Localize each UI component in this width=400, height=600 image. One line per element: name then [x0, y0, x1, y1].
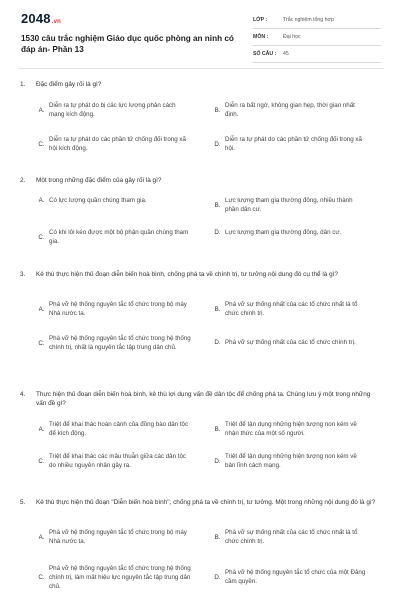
option-text: Phá vỡ sự thống nhất của các tổ chức nhất là tổ chức chính trị. [225, 529, 358, 545]
option-letter: B. [214, 533, 221, 541]
meta-value: 45 [283, 51, 289, 57]
meta-value: Trắc nghiệm tổng hợp [283, 17, 334, 23]
option-letter: D. [214, 140, 221, 148]
option-text: Diễn ra bất ngờ, không gian hẹp, thời gian nhất định. [225, 102, 355, 118]
option-text: Có lực lượng quần chúng tham gia. [49, 197, 147, 204]
option-b[interactable] [210, 196, 367, 214]
question-4 [20, 390, 382, 469]
meta-row-count [253, 46, 381, 63]
option-b[interactable] [210, 101, 367, 119]
option-a[interactable] [34, 300, 191, 318]
option-letter: B. [214, 305, 221, 313]
meta-key: MÔN : [253, 34, 269, 40]
question-header [20, 270, 382, 279]
option-b[interactable] [210, 528, 367, 546]
meta-row-class [253, 12, 381, 29]
option-text: Lực lượng tham gia thường đông, dân cư. [225, 229, 342, 236]
option-letter: B. [214, 425, 221, 433]
question-number: 1. [20, 81, 26, 88]
option-letter: A. [38, 106, 45, 114]
option-letter: A. [38, 197, 45, 204]
option-text: Triệt để khai thác các mâu thuẫn giữa các dân tộc do nhiều nguyên nhân gây ra. [49, 453, 187, 469]
option-text: Diễn ra tự phát do các phần tử chống đối trong xã hội. [225, 136, 362, 152]
option-c[interactable] [34, 334, 191, 352]
option-letter: B. [214, 201, 221, 209]
option-c[interactable] [34, 228, 191, 246]
option-b[interactable] [210, 300, 367, 318]
option-text: Phá vỡ hệ thống nguyên tắc tổ chức của một Đảng cầm quyền. [225, 569, 366, 585]
option-d[interactable] [210, 452, 367, 470]
option-letter: A. [38, 533, 45, 541]
question-text: Kẻ thù thực hiện thủ đoạn diễn biến hoà bình, chống phá ta về chính trị, tư tưởng nội dung đó cụ thể là gì? [36, 271, 338, 278]
question-text: Một trong những đặc điểm của gây rối là gì? [36, 177, 162, 184]
option-text: Phá vỡ sự thống nhất của các tổ chức chính trị. [225, 339, 356, 346]
option-text: Phá vỡ hệ thống nguyên tắc tổ chức trong hệ thống chính trị, nhất là nguyên tắc tập trung dân chủ. [49, 335, 191, 351]
option-a[interactable] [34, 528, 191, 546]
document-header [0, 0, 400, 70]
option-text: Phá vỡ sự thống nhất của các tổ chức nhất là tổ chức chính trị. [225, 301, 358, 317]
option-text: Diễn ra tự phát do các phần tử chống đối trong xã hội kích động. [49, 136, 186, 152]
option-text: Triệt để khai thác hoàn cảnh của đồng bào dân tộc để kích động. [49, 421, 189, 437]
logo-suffix-text: .vn [51, 19, 62, 25]
question-3 [20, 270, 382, 351]
option-d[interactable] [210, 135, 367, 153]
option-text: Triệt để tận dụng những hiện tượng non kém về bản lĩnh cách mạng. [225, 453, 357, 469]
site-logo[interactable] [21, 11, 61, 26]
option-letter: C. [38, 457, 45, 465]
question-text: Đặc điểm gây rối là gì? [36, 81, 102, 88]
option-d[interactable] [210, 338, 367, 347]
meta-value: Đại học [283, 34, 301, 40]
option-c[interactable] [34, 135, 191, 153]
question-2 [20, 176, 382, 245]
document-meta [253, 12, 381, 63]
question-text: Kẻ thù thực hiện thủ đoạn "Diễn biến hoà bình", chống phá ta về chính trị, tư tưởng. Một trong những nội dung đó là gì? [36, 499, 376, 506]
logo-main-text: 2048 [21, 11, 51, 26]
option-letter: A. [38, 425, 45, 433]
option-letter: C. [38, 233, 45, 241]
option-text: Phá vỡ hệ thống nguyên tắc tổ chức trong bộ máy Nhà nước ta. [49, 301, 187, 317]
question-number: 4. [20, 391, 26, 398]
option-letter: C. [38, 574, 45, 581]
option-a[interactable] [34, 101, 191, 119]
question-5 [20, 498, 382, 590]
document-title: 1530 câu trắc nghiệm Giáo dục quốc phòng an ninh có đáp án- Phần 13 [21, 34, 234, 54]
option-text: Có khi lôi kéo được một bộ phận quần chúng tham gia. [49, 229, 189, 245]
question-header [20, 498, 382, 507]
question-header [20, 176, 382, 185]
question-text: Thực hiện thủ đoạn diễn biến hoà bình, kẻ thù lợi dụng vấn đề dân tộc để chống phá ta. Chúng lưu ý một trong những vấn đề gì? [36, 391, 371, 407]
option-c[interactable] [34, 452, 191, 470]
option-letter: A. [38, 305, 45, 313]
question-number: 3. [20, 271, 26, 278]
option-text: Lực lượng tham gia thường đông, nhiều thành phần dân cư. [225, 197, 353, 213]
option-c[interactable] [34, 564, 191, 591]
option-letter: D. [214, 457, 221, 465]
question-number: 5. [20, 499, 26, 506]
option-a[interactable] [34, 420, 191, 438]
option-letter: C. [38, 140, 45, 148]
meta-key: SỐ CÂU : [253, 51, 277, 57]
header-divider [18, 68, 384, 69]
question-header [20, 80, 382, 89]
option-d[interactable] [210, 228, 367, 237]
option-text: Triệt để tận dụng những hiện tượng non kém về nhận thức của một số người. [225, 421, 357, 437]
option-a[interactable] [34, 196, 191, 205]
option-letter: D. [214, 229, 221, 236]
question-1 [20, 80, 382, 152]
option-letter: B. [214, 106, 221, 114]
meta-row-subject [253, 29, 381, 46]
option-text: Phá vỡ hệ thống nguyên tắc tổ chức trong bộ máy Nhà nước ta. [49, 529, 187, 545]
option-letter: D. [214, 573, 221, 581]
question-number: 2. [20, 177, 26, 184]
option-text: Diễn ra tự phát do bị các lực lượng phản cách mạng kích động. [49, 102, 176, 118]
option-b[interactable] [210, 420, 367, 438]
option-letter: C. [38, 339, 45, 347]
question-header [20, 390, 382, 408]
option-letter: D. [214, 339, 221, 346]
option-text: Phá vỡ hệ thống nguyên tắc tổ chức trong hệ thống chính trị, làm mất hiệu lực nguyên tắc tập trung dân chủ. [49, 565, 191, 590]
meta-key: LỚP : [253, 17, 268, 23]
option-d[interactable] [210, 568, 367, 586]
